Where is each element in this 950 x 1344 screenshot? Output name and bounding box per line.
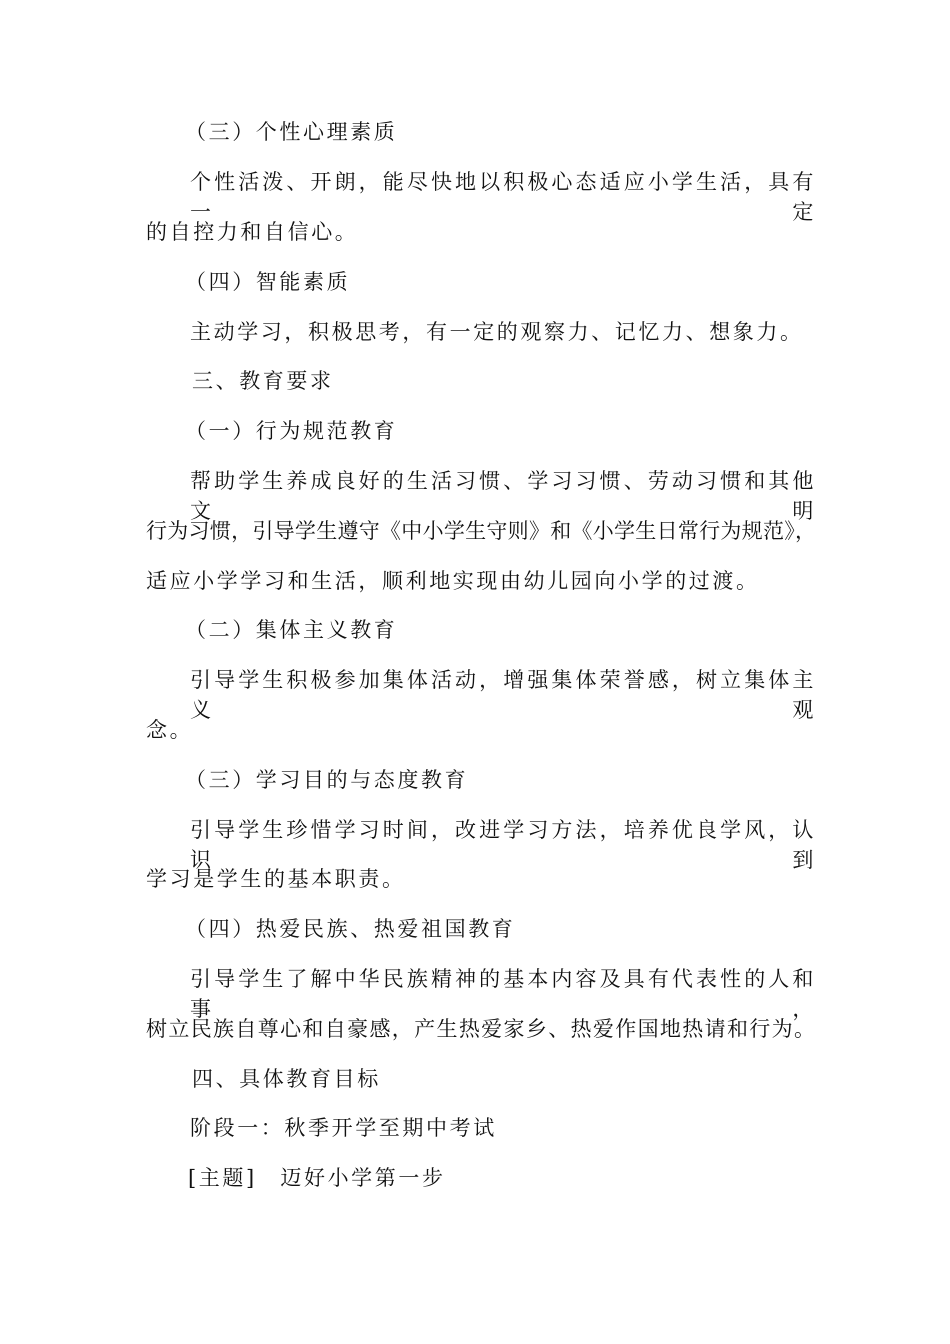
subheading-collectivism: （二）集体主义教育 xyxy=(185,618,398,642)
subheading-patriotism: （四）热爱民族、热爱祖国教育 xyxy=(185,917,516,941)
paragraph-line: 行为习惯，引导学生遵守《中小学生守则》和《小学生日常行为规范》， xyxy=(146,519,816,543)
subheading-personality: （三）个性心理素质 xyxy=(185,120,398,144)
paragraph-line: 的自控力和自信心。 xyxy=(146,220,359,244)
paragraph-line: 个性活泼、开朗，能尽快地以积极心态适应小学生活，具有一定 xyxy=(190,170,816,224)
paragraph-line: 引导学生了解中华民族精神的基本内容及具有代表性的人和事， xyxy=(190,967,816,1021)
paragraph-line: 学习是学生的基本职责。 xyxy=(146,867,406,891)
stage-heading: 阶段一：秋季开学至期中考试 xyxy=(190,1116,497,1140)
subheading-intelligence: （四）智能素质 xyxy=(185,270,351,294)
paragraph-line: 引导学生珍惜学习时间，改进学习方法，培养优良学风，认识到 xyxy=(190,818,816,872)
paragraph-line: 帮助学生养成良好的生活习惯、学习习惯、劳动习惯和其他文明 xyxy=(190,469,816,523)
paragraph-line: 念。 xyxy=(146,718,194,742)
paragraph-line: 主动学习，积极思考，有一定的观察力、记忆力、想象力。 xyxy=(190,320,804,344)
section-heading-specific-goals: 四、具体教育目标 xyxy=(192,1067,381,1091)
subheading-study-attitude: （三）学习目的与态度教育 xyxy=(185,768,469,792)
paragraph-line: 适应小学学习和生活，顺利地实现由幼儿园向小学的过渡。 xyxy=(146,569,760,593)
theme-line: [主题] 迈好小学第一步 xyxy=(188,1166,446,1190)
paragraph-line: 树立民族自尊心和自豪感，产生热爱家乡、热爱作国地热请和行为。 xyxy=(146,1017,816,1041)
section-heading-education-requirements: 三、教育要求 xyxy=(192,369,334,393)
paragraph-line: 引导学生积极参加集体活动，增强集体荣誉感，树立集体主义观 xyxy=(190,668,816,722)
subheading-behavior: （一）行为规范教育 xyxy=(185,419,398,443)
